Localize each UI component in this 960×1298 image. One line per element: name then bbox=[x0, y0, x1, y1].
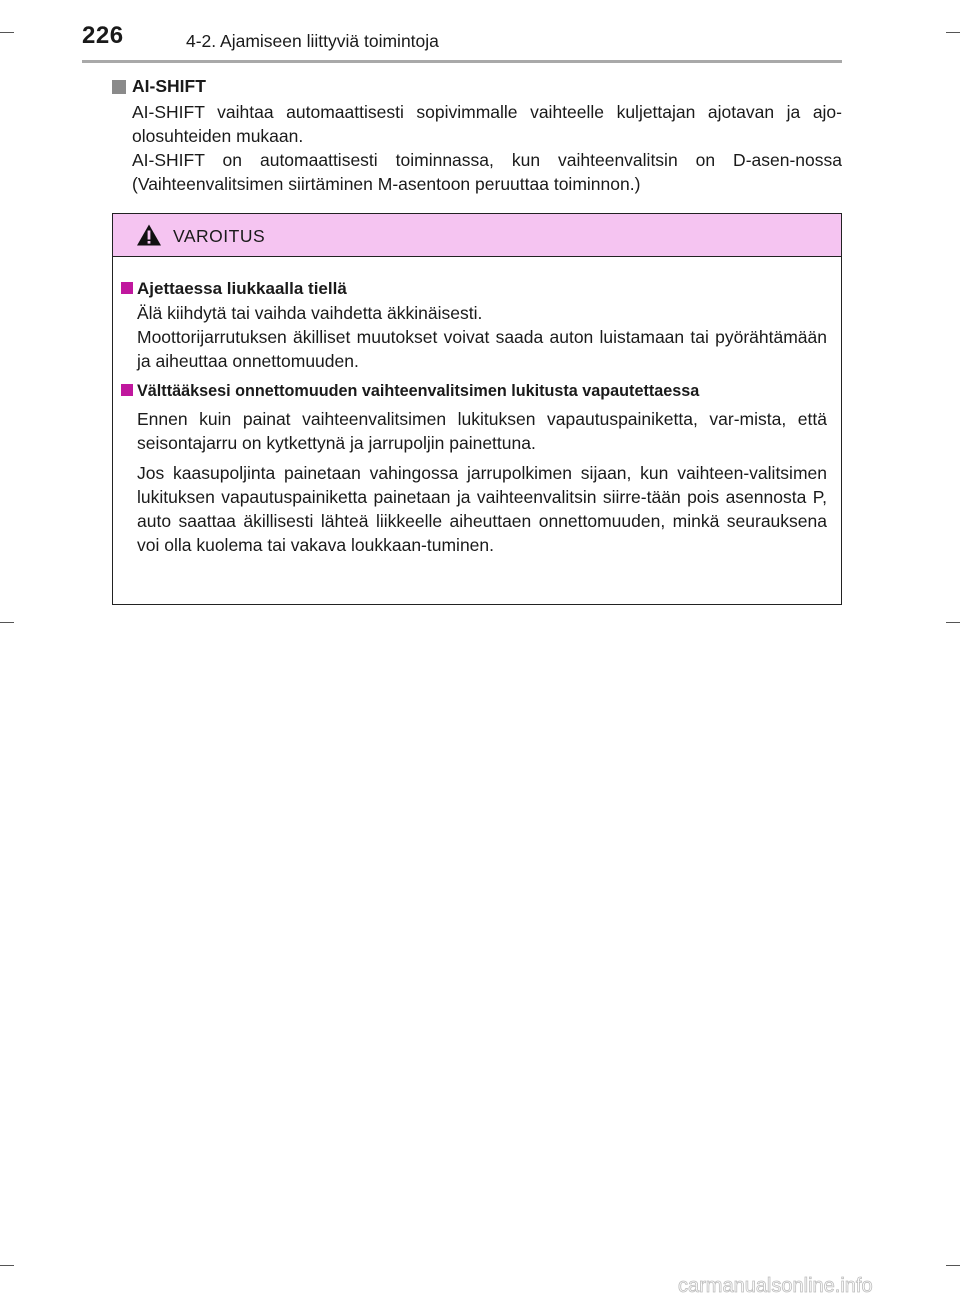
ai-shift-section bbox=[112, 76, 842, 196]
warning-item-title: Välttääksesi onnettomuuden vaihteenvalitsimen lukitusta vapautettaessa bbox=[137, 382, 700, 400]
crop-mark bbox=[946, 622, 960, 623]
section-paragraph: AI-SHIFT vaihtaa automaattisesti sopivimmalle vaihteelle kuljettajan ajotavan ja ajo-olosuhteiden mukaan. bbox=[132, 102, 842, 146]
svg-text:carmanualsonline.info: carmanualsonline.info bbox=[678, 1275, 873, 1297]
crop-mark bbox=[946, 1265, 960, 1266]
warning-paragraph: Moottorijarrutuksen äkilliset muutokset voivat saada auton luistamaan tai pyörähtämään ja aiheuttaa onnettomuuden. bbox=[137, 327, 827, 371]
warning-paragraph: Ennen kuin painat vaihteenvalitsimen lukituksen vapautuspainiketta, var-mista, että seisontajarru on kytkettynä ja jarrupoljin painettuna. bbox=[137, 409, 827, 453]
warning-item bbox=[121, 277, 827, 301]
watermark-logo bbox=[676, 1272, 956, 1298]
header-divider bbox=[82, 60, 842, 63]
page-header bbox=[0, 0, 960, 62]
warning-bullet-icon bbox=[121, 384, 133, 396]
warning-body bbox=[113, 257, 841, 557]
warning-paragraph: Jos kaasupoljinta painetaan vahingossa jarrupolkimen sijaan, kun vaihteen-valitsimen lukituksen vapautuspainiketta painetaan ja vaihteenvalitsin siirre-tään pois asennosta P, auto saattaa äkillisesti lähteä liikkeelle aiheuttaen onnettomuuden, minkä seurauksena voi olla kuolema tai vakava loukkaan-tuminen. bbox=[137, 463, 827, 555]
crop-mark bbox=[0, 622, 14, 623]
warning-item-title: Ajettaessa liukkaalla tiellä bbox=[137, 279, 347, 298]
crop-mark bbox=[0, 1265, 14, 1266]
warning-triangle-icon bbox=[136, 223, 162, 247]
warning-box bbox=[112, 213, 842, 605]
section-bullet-icon bbox=[112, 80, 126, 94]
warning-label: VAROITUS bbox=[173, 226, 266, 246]
section-title: AI-SHIFT bbox=[132, 76, 206, 96]
warning-header bbox=[113, 214, 841, 257]
page-number: 226 bbox=[82, 22, 124, 49]
warning-bullet-icon bbox=[121, 282, 133, 294]
section-paragraph: AI-SHIFT on automaattisesti toiminnassa, kun vaihteenvalitsin on D-asen-nossa (Vaihteenvalitsimen siirtäminen M-asentoon peruuttaa toiminnon.) bbox=[132, 150, 842, 194]
chapter-title: 4-2. Ajamiseen liittyviä toimintoja bbox=[186, 31, 439, 51]
warning-paragraph: Älä kiihdytä tai vaihda vaihdetta äkkinäisesti. bbox=[137, 303, 483, 323]
warning-item bbox=[121, 379, 827, 403]
